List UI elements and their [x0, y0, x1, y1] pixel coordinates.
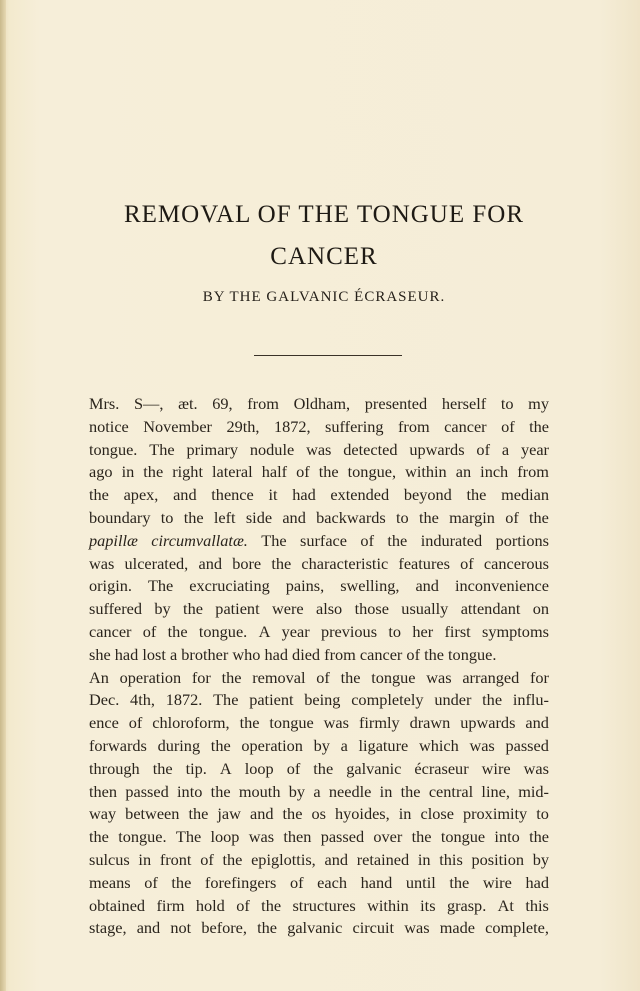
text-line: the tongue. The loop was then passed over the tongue into the	[89, 827, 549, 847]
text-line: cancer of the tongue. A year previous to her first symptoms	[89, 621, 549, 641]
text-line: ence of chloroform, the tongue was firmly drawn upwards and	[89, 713, 549, 733]
text-line: papillæ circumvallatæ. The surface of the indurated portions	[89, 530, 549, 550]
article-title-line-1: REMOVAL OF THE TONGUE FOR	[123, 201, 525, 228]
text-line: tongue. The primary nodule was detected upwards of a year	[89, 439, 549, 459]
text-line: forwards during the operation by a ligature which was passed	[89, 735, 549, 755]
text-line: Dec. 4th, 1872. The patient being completely under the influ-	[89, 690, 549, 710]
text-line: boundary to the left side and backwards to the margin of the	[89, 507, 549, 527]
article-subtitle: BY THE GALVANIC ÉCRASEUR.	[202, 289, 446, 305]
article-title-line-2: CANCER	[270, 243, 378, 270]
text-line: An operation for the removal of the tongue was arranged for	[89, 667, 549, 687]
text-line: origin. The excruciating pains, swelling, and inconvenience	[89, 576, 549, 596]
text-line: Mrs. S—, æt. 69, from Oldham, presented herself to my	[89, 394, 549, 413]
text-line: suffered by the patient were also those usually attendant on	[89, 599, 549, 619]
text-line: way between the jaw and the os hyoides, in close proximity to	[89, 804, 549, 824]
text-line: obtained firm hold of the structures within its grasp. At this	[89, 895, 549, 915]
page-binding-edge	[0, 0, 6, 991]
text-line: notice November 29th, 1872, suffering from cancer of the	[89, 416, 549, 436]
text-line: sulcus in front of the epiglottis, and retained in this position by	[89, 849, 549, 869]
text-line: through the tip. A loop of the galvanic écraseur wire was	[89, 758, 549, 778]
text-line: was ulcerated, and bore the characteristic features of cancerous	[89, 553, 549, 573]
text-line: then passed into the mouth by a needle in the central line, mid-	[89, 781, 549, 801]
section-divider-rule	[254, 355, 402, 356]
body-text	[89, 393, 549, 940]
text-line: the apex, and thence it had extended beyond the median	[89, 485, 549, 505]
text-line: stage, and not before, the galvanic circuit was made complete,	[89, 918, 549, 938]
text-line: means of the forefingers of each hand until the wire had	[89, 872, 549, 892]
text-line: she had lost a brother who had died from cancer of the tongue.	[89, 644, 497, 664]
text-line: ago in the right lateral half of the tongue, within an inch from	[89, 462, 549, 482]
